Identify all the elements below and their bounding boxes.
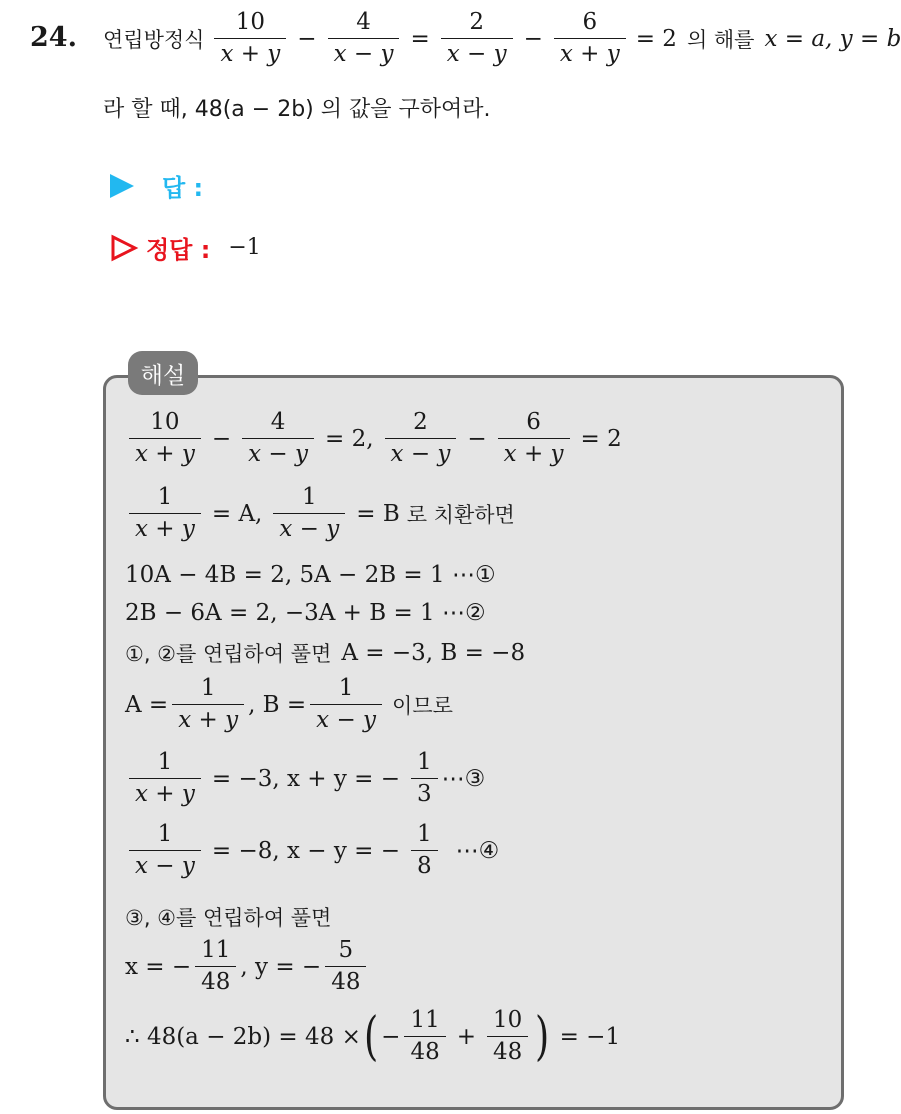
answer-row <box>110 168 203 203</box>
sol7-mid: = −3, x + y = − <box>211 765 400 792</box>
sol1-frac-4-den: x + y <box>498 438 570 467</box>
sol1-frac-1-num: 10 <box>150 409 180 435</box>
sol10-frac-2 <box>325 938 366 996</box>
eq-minus-2: − <box>523 25 543 52</box>
sol11-frac-1 <box>404 1008 445 1066</box>
sol6-a: A = <box>125 691 169 718</box>
sol11-plus: + <box>456 1023 477 1050</box>
solution-line-10 <box>125 938 370 996</box>
eq-fraction-4-numerator: 6 <box>582 9 598 35</box>
sol2-frac-1-num: 1 <box>157 484 173 510</box>
sol1-minus-1: − <box>211 425 232 452</box>
sol8-frac-2 <box>411 822 438 880</box>
sol2-mid: = A, <box>211 500 263 527</box>
sol11-end: = −1 <box>559 1023 621 1050</box>
play-marker-icon <box>110 174 134 198</box>
sol6-frac-2-den: x − y <box>310 704 382 733</box>
sol2-frac-2 <box>273 485 345 543</box>
sol2-frac-1 <box>129 485 201 543</box>
solution-tag: 해설 <box>128 351 198 395</box>
correct-answer-label: 정답 : <box>146 236 211 264</box>
sol6-text: 이므로 <box>392 693 453 718</box>
sol7-frac-1-den: x + y <box>129 778 201 807</box>
sol7-frac-2-num: 1 <box>417 749 432 775</box>
sol11-frac-2 <box>487 1008 528 1066</box>
sol6-frac-2 <box>310 676 382 734</box>
sol11-a: ∴ 48(a − 2b) = 48 × <box>125 1023 361 1050</box>
sol1-end: = 2 <box>580 425 622 452</box>
question-suffix: 의 해를 <box>686 27 755 52</box>
sol2-frac-2-den: x − y <box>273 513 345 542</box>
eq-fraction-4 <box>554 10 626 68</box>
sol8-end: ⋯④ <box>455 837 500 864</box>
sol5-text: ①, ②를 연립하여 풀면 <box>125 642 332 666</box>
eq-equals: = <box>410 25 430 52</box>
solution-line-1 <box>125 410 629 468</box>
sol7-frac-1 <box>129 750 201 808</box>
sol1-frac-4-num: 6 <box>526 409 541 435</box>
sol10-b: , y = − <box>240 953 322 980</box>
question-line-1 <box>103 10 901 68</box>
solution-line-8 <box>125 822 499 880</box>
sol11-frac-1-num: 11 <box>410 1007 440 1033</box>
outline-play-marker-icon <box>110 235 138 261</box>
question-number: 24. <box>30 22 77 53</box>
solution-line-6 <box>125 676 453 734</box>
sol1-frac-3 <box>385 410 457 468</box>
eq-minus-1: − <box>297 25 317 52</box>
sol1-frac-2 <box>242 410 314 468</box>
sol11-left-paren: ( <box>363 1006 379 1067</box>
sol2-frac-1-den: x + y <box>129 513 201 542</box>
question-line-2: 라 할 때, 48(a − 2b) 의 값을 구하여라. <box>103 97 491 122</box>
eq-fraction-2-denominator: x − y <box>328 38 400 67</box>
sol1-frac-1 <box>129 410 201 468</box>
correct-answer-value: −1 <box>228 235 261 260</box>
sol7-frac-2 <box>411 750 438 808</box>
correct-answer-row <box>110 230 261 265</box>
eq-fraction-1-denominator: x + y <box>214 38 286 67</box>
sol7-end: ⋯③ <box>441 765 486 792</box>
question-prefix: 연립방정식 <box>103 27 205 52</box>
sol11-frac-2-den: 48 <box>487 1036 528 1065</box>
solution-line-2 <box>125 485 515 543</box>
sol2-text: 로 치환하면 <box>406 502 515 527</box>
sol8-frac-1-num: 1 <box>157 821 173 847</box>
sol10-frac-1-den: 48 <box>195 966 236 995</box>
sol6-frac-2-num: 1 <box>338 675 354 701</box>
eq-fraction-3-numerator: 2 <box>469 9 484 35</box>
sol1-mid: = 2, <box>325 425 374 452</box>
sol10-frac-1 <box>195 938 236 996</box>
sol1-frac-3-den: x − y <box>385 438 457 467</box>
sol8-mid: = −8, x − y = − <box>211 837 400 864</box>
question-condition: x = a, y = b <box>764 25 901 52</box>
solution-line-5 <box>125 638 525 668</box>
solution-line-4: 2B − 6A = 2, −3A + B = 1 ⋯② <box>125 600 486 626</box>
sol2-end: = B <box>356 500 400 527</box>
sol10-a: x = − <box>125 953 192 980</box>
sol11-pre: − <box>381 1023 401 1050</box>
eq-fraction-1 <box>214 10 286 68</box>
sol11-frac-2-num: 10 <box>493 1007 523 1033</box>
eq-fraction-1-numerator: 10 <box>235 9 265 35</box>
eq-fraction-4-denominator: x + y <box>554 38 626 67</box>
sol8-frac-1-den: x − y <box>129 850 201 879</box>
answer-label: 답 : <box>162 174 204 202</box>
sol1-frac-2-den: x − y <box>242 438 314 467</box>
sol1-minus-2: − <box>467 425 487 452</box>
sol11-right-paren: ) <box>535 1006 550 1067</box>
sol1-frac-1-den: x + y <box>129 438 201 467</box>
eq-fraction-3 <box>441 10 513 68</box>
sol7-frac-2-den: 3 <box>411 778 438 807</box>
sol8-frac-2-num: 1 <box>417 821 432 847</box>
eq-rhs: = 2 <box>635 25 677 52</box>
sol1-frac-4 <box>498 410 570 468</box>
sol6-frac-1-den: x + y <box>172 704 244 733</box>
solution-line-11 <box>125 1008 627 1066</box>
solution-line-3: 10A − 4B = 2, 5A − 2B = 1 ⋯① <box>125 562 496 588</box>
sol1-frac-2-num: 4 <box>270 409 286 435</box>
sol7-frac-1-num: 1 <box>157 749 173 775</box>
solution-line-7 <box>125 750 485 808</box>
sol10-frac-1-num: 11 <box>201 937 231 963</box>
sol8-frac-1 <box>129 822 201 880</box>
eq-fraction-2 <box>328 10 400 68</box>
eq-fraction-2-numerator: 4 <box>356 9 371 35</box>
sol6-frac-1-num: 1 <box>200 675 216 701</box>
sol11-frac-1-den: 48 <box>404 1036 445 1065</box>
sol1-frac-3-num: 2 <box>413 409 428 435</box>
sol6-frac-1 <box>172 676 244 734</box>
sol5-math: A = −3, B = −8 <box>341 640 526 666</box>
sol8-frac-2-den: 8 <box>411 850 438 879</box>
sol10-frac-2-num: 5 <box>338 937 354 963</box>
sol10-frac-2-den: 48 <box>325 966 366 995</box>
sol2-frac-2-num: 1 <box>301 484 317 510</box>
solution-line-9: ③, ④를 연립하여 풀면 <box>125 906 332 930</box>
eq-fraction-3-denominator: x − y <box>441 38 513 67</box>
sol6-b: , B = <box>248 691 307 718</box>
